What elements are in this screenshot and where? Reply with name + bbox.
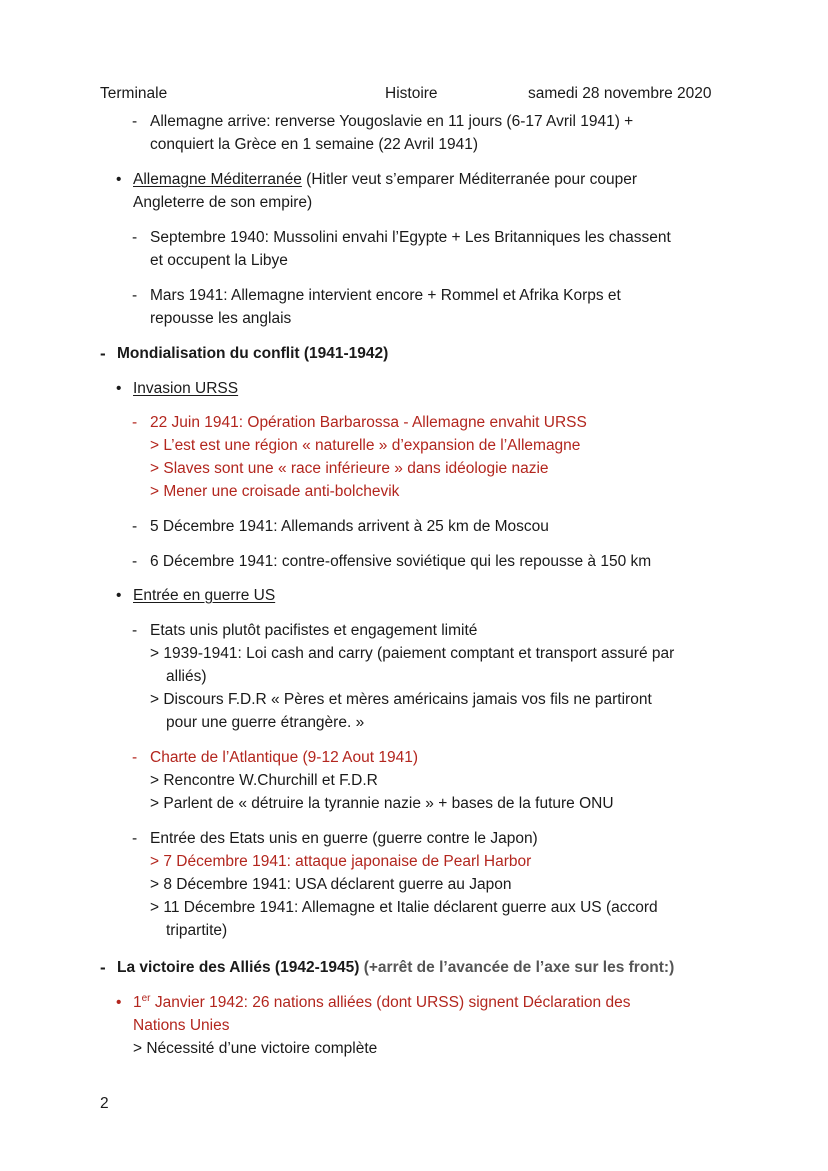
list-item: alliés) bbox=[166, 668, 207, 685]
list-item: Mars 1941: Allemagne intervient encore + Rommel et Afrika Korps et bbox=[150, 287, 621, 304]
page-number: 2 bbox=[100, 1095, 109, 1112]
dash-marker: - bbox=[132, 113, 138, 130]
header-class: Terminale bbox=[100, 85, 168, 102]
list-item: tripartite) bbox=[166, 922, 228, 939]
jan-sup: er bbox=[141, 992, 151, 1004]
jan-text: Janvier 1942: 26 nations alliées (dont URSS) signent Déclaration des bbox=[150, 994, 631, 1011]
list-item: > 1939-1941: Loi cash and carry (paiement comptant et transport assuré par bbox=[150, 645, 675, 662]
list-item: Charte de l’Atlantique (9-12 Aout 1941) bbox=[150, 749, 418, 766]
list-item: 5 Décembre 1941: Allemands arrivent à 25 km de Moscou bbox=[150, 518, 549, 535]
bullet-marker: • bbox=[116, 994, 122, 1011]
dash-marker: - bbox=[132, 622, 138, 639]
dash-marker: - bbox=[132, 414, 138, 431]
medit-desc: (Hitler veut s’emparer Méditerranée pour couper bbox=[301, 171, 637, 188]
list-item: > L’est est une région « naturelle » d’expansion de l’Allemagne bbox=[150, 437, 581, 454]
list-item: Allemagne arrive: renverse Yougoslavie en 11 jours (6-17 Avril 1941) + bbox=[150, 113, 634, 130]
list-item: pour une guerre étrangère. » bbox=[166, 714, 365, 731]
list-item: Angleterre de son empire) bbox=[133, 194, 313, 211]
list-item: Etats unis plutôt pacifistes et engagement limité bbox=[150, 622, 478, 639]
list-item: 6 Décembre 1941: contre-offensive soviétique qui les repousse à 150 km bbox=[150, 553, 652, 570]
section-title: Mondialisation du conflit (1941-1942) bbox=[117, 345, 389, 362]
list-item: 22 Juin 1941: Opération Barbarossa - Allemagne envahit URSS bbox=[150, 414, 587, 431]
list-item: Entrée des Etats unis en guerre (guerre contre le Japon) bbox=[150, 830, 538, 847]
dash-marker: - bbox=[132, 749, 138, 766]
victoire-title: La victoire des Alliés (1942-1945) bbox=[117, 959, 360, 976]
dash-marker: - bbox=[132, 830, 138, 847]
header-date: samedi 28 novembre 2020 bbox=[528, 85, 712, 102]
header-subject: Histoire bbox=[385, 85, 438, 102]
section-title bbox=[117, 956, 674, 979]
medit-title: Allemagne Méditerranée bbox=[133, 171, 302, 188]
list-item: > Slaves sont une « race inférieure » dans idéologie nazie bbox=[150, 460, 549, 477]
list-item: > Nécessité d’une victoire complète bbox=[133, 1040, 378, 1057]
bullet-marker: • bbox=[116, 587, 122, 604]
subsection-title: Invasion URSS bbox=[133, 380, 239, 397]
bullet-marker: • bbox=[116, 171, 122, 188]
list-item: > 8 Décembre 1941: USA déclarent guerre au Japon bbox=[150, 876, 512, 893]
list-item: et occupent la Libye bbox=[150, 252, 288, 269]
list-item: Nations Unies bbox=[133, 1017, 230, 1034]
list-item: > Parlent de « détruire la tyrannie nazie » + bases de la future ONU bbox=[150, 795, 614, 812]
subsection-title: Entrée en guerre US bbox=[133, 587, 276, 604]
dash-marker: - bbox=[132, 518, 138, 535]
list-item: repousse les anglais bbox=[150, 310, 292, 327]
section-heading bbox=[133, 168, 637, 191]
jan-num: 1 bbox=[133, 994, 142, 1011]
list-item bbox=[133, 991, 630, 1014]
dash-marker: - bbox=[132, 229, 138, 246]
list-item: > 11 Décembre 1941: Allemagne et Italie déclarent guerre aux US (accord bbox=[150, 899, 658, 916]
dash-marker: - bbox=[100, 344, 106, 363]
dash-marker: - bbox=[132, 553, 138, 570]
list-item: > Discours F.D.R « Pères et mères américains jamais vos fils ne partiront bbox=[150, 691, 652, 708]
list-item: conquiert la Grèce en 1 semaine (22 Avril 1941) bbox=[150, 136, 478, 153]
dash-marker: - bbox=[132, 287, 138, 304]
victoire-note: (+arrêt de l’avancée de l’axe sur les front:) bbox=[359, 959, 675, 976]
list-item: > 7 Décembre 1941: attaque japonaise de Pearl Harbor bbox=[150, 853, 532, 870]
list-item: Septembre 1940: Mussolini envahi l’Egypte + Les Britanniques les chassent bbox=[150, 229, 671, 246]
bullet-marker: • bbox=[116, 380, 122, 397]
dash-marker: - bbox=[100, 958, 106, 977]
list-item: > Rencontre W.Churchill et F.D.R bbox=[150, 772, 378, 789]
list-item: > Mener une croisade anti-bolchevik bbox=[150, 483, 400, 500]
